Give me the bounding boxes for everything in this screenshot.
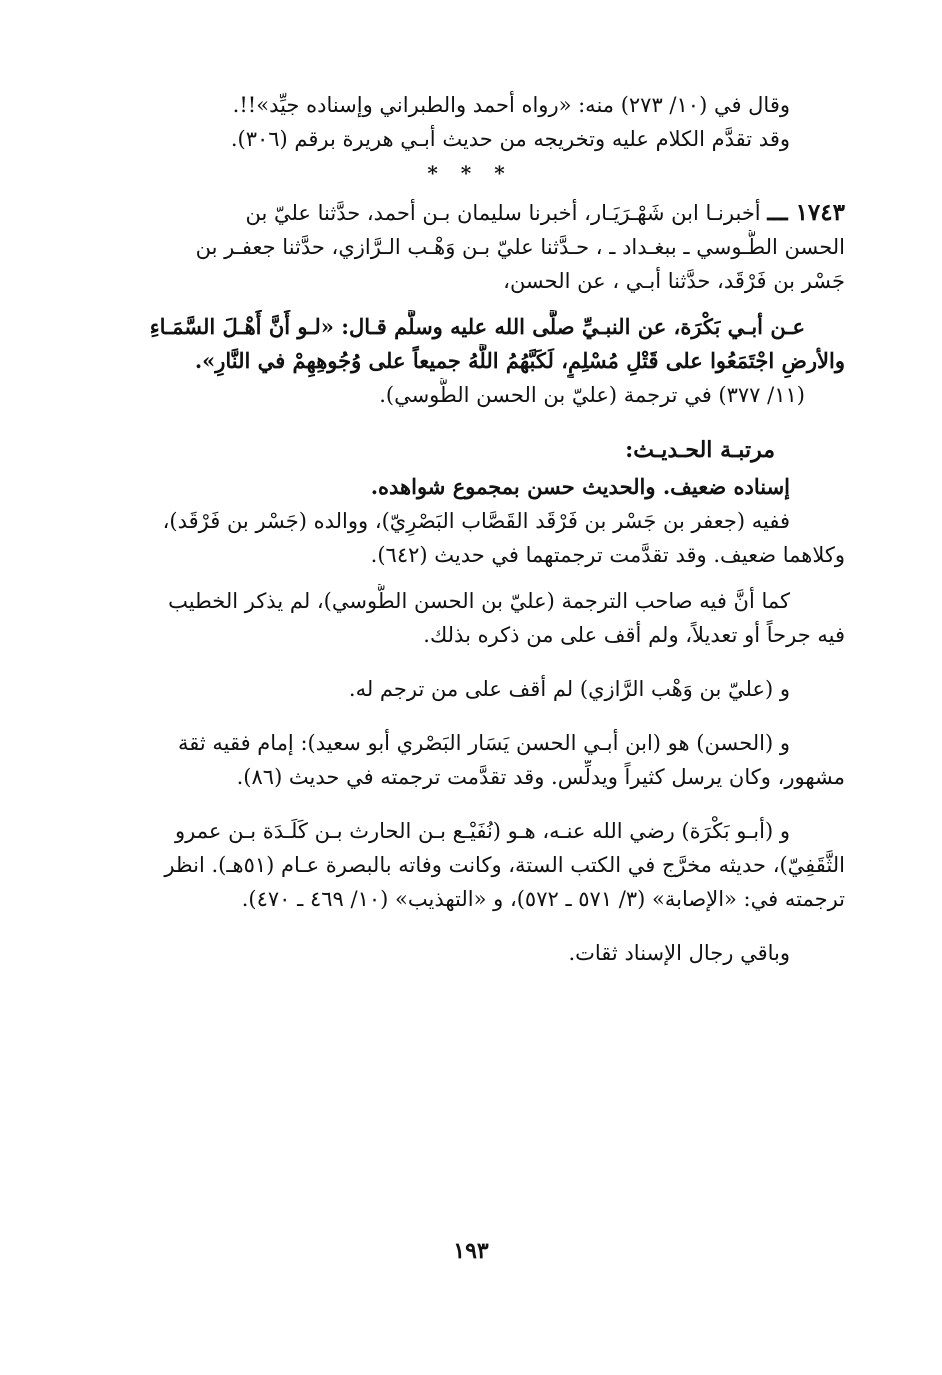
page-number: ١٩٣ (453, 1238, 489, 1264)
paragraph (95, 584, 845, 652)
text-line: الثَّقَفِيّ)، حديثه مخرَّج في الكتب الستة، وكانت وفاته بالبصرة عـام (٥١هـ). انظر (164, 853, 845, 877)
paragraph (95, 936, 845, 970)
paragraph (95, 672, 845, 706)
text-line: و (عليّ بن وَهْب الرَّازي) لم أقف على من ترجم له. (348, 677, 790, 701)
isnad-line (95, 196, 845, 230)
hadith-matn (95, 310, 845, 412)
previous-hadith-notes (95, 88, 845, 156)
paragraph (95, 814, 845, 916)
rank-heading: مرتبـة الحـديـث: (625, 437, 775, 463)
rank-verdict: إسناده ضعيف. والحديث حسن بمجموع شواهده. (370, 474, 790, 499)
hadith-entry (95, 196, 845, 412)
section-separator: * * * (427, 161, 513, 185)
matn-line: عـن أبـي بَكْرَة، عن النبـيِّ صلَّى الله عليه وسلَّم قـال: «لـو أَنَّ أَهْـلَ السَّمَـاءِ (149, 314, 805, 339)
hadith-number: ١٧٤٣ ـــ (767, 199, 845, 226)
isnad-text: أخبرنـا ابن شَهْـرَيَـار، أخبرنا سليمان بـن أحمد، حدَّثنا عليّ بن (245, 201, 761, 225)
text-line: وباقي رجال الإسناد ثقات. (568, 941, 790, 965)
isnad-line: الحسن الطُّـوسي ـ ببغـداد ـ ، حـدَّثنا عليّ بـن وَهْـب الـرَّازي، حدَّثنا جعفـر بن (195, 235, 845, 259)
text-line: ترجمته في: «الإصابة» (٣/ ٥٧١ ـ ٥٧٢)، و «التهذيب» (١٠/ ٤٦٩ ـ ٤٧٠). (241, 887, 845, 911)
matn-line: والأرضِ اجْتَمَعُوا على قَتْلِ مُسْلِمٍ، لَكَبَّهُمُ اللَّهُ جميعاً على وُجُوهِهِمْ في النَّارِ». (194, 348, 845, 373)
rank-section (95, 470, 845, 970)
text-line: و (أبـو بَكْرَة) رضي الله عنـه، هـو (نُفَيْـع بـن الحارث بـن كَلَـدَة بـن عمرو (175, 819, 790, 843)
text-line: و (الحسن) هو (ابن أبـي الحسن يَسَار البَصْري أبو سعيد): إمام فقيه ثقة (177, 731, 790, 755)
text-line: مشهور، وكان يرسل كثيراً ويدلِّس. وقد تقدَّمت ترجمته في حديث (٨٦). (236, 765, 845, 789)
paragraph (95, 726, 845, 794)
text-line: فيه جرحاً أو تعديلاً، ولم أقف على من ذكره بذلك. (423, 623, 845, 647)
isnad-line: جَسْر بن فَرْقَد، حدَّثنا أبـي ، عن الحسن، (503, 269, 845, 293)
text-line: ففيه (جعفر بن جَسْر بن فَرْقَد القَصَّاب البَصْرِيّ)، ووالده (جَسْر بن فَرْقَد)، (162, 509, 790, 533)
hadith-reference: (١١/ ٣٧٧) في ترجمة (عليّ بن الحسن الطُّوسي). (379, 383, 805, 407)
text-line: وقد تقدَّم الكلام عليه وتخريجه من حديث أبـي هريرة برقم (٣٠٦). (230, 127, 790, 151)
text-line: وقال في (١٠/ ٢٧٣) منه: «رواه أحمد والطبراني وإسناده جيِّد»!!. (232, 93, 790, 117)
text-line: وكلاهما ضعيف. وقد تقدَّمت ترجمتهما في حديث (٦٤٢). (370, 543, 845, 567)
text-line: كما أنَّ فيه صاحب الترجمة (عليّ بن الحسن الطُّوسي)، لم يذكر الخطيب (168, 589, 790, 613)
page-body (95, 88, 845, 970)
